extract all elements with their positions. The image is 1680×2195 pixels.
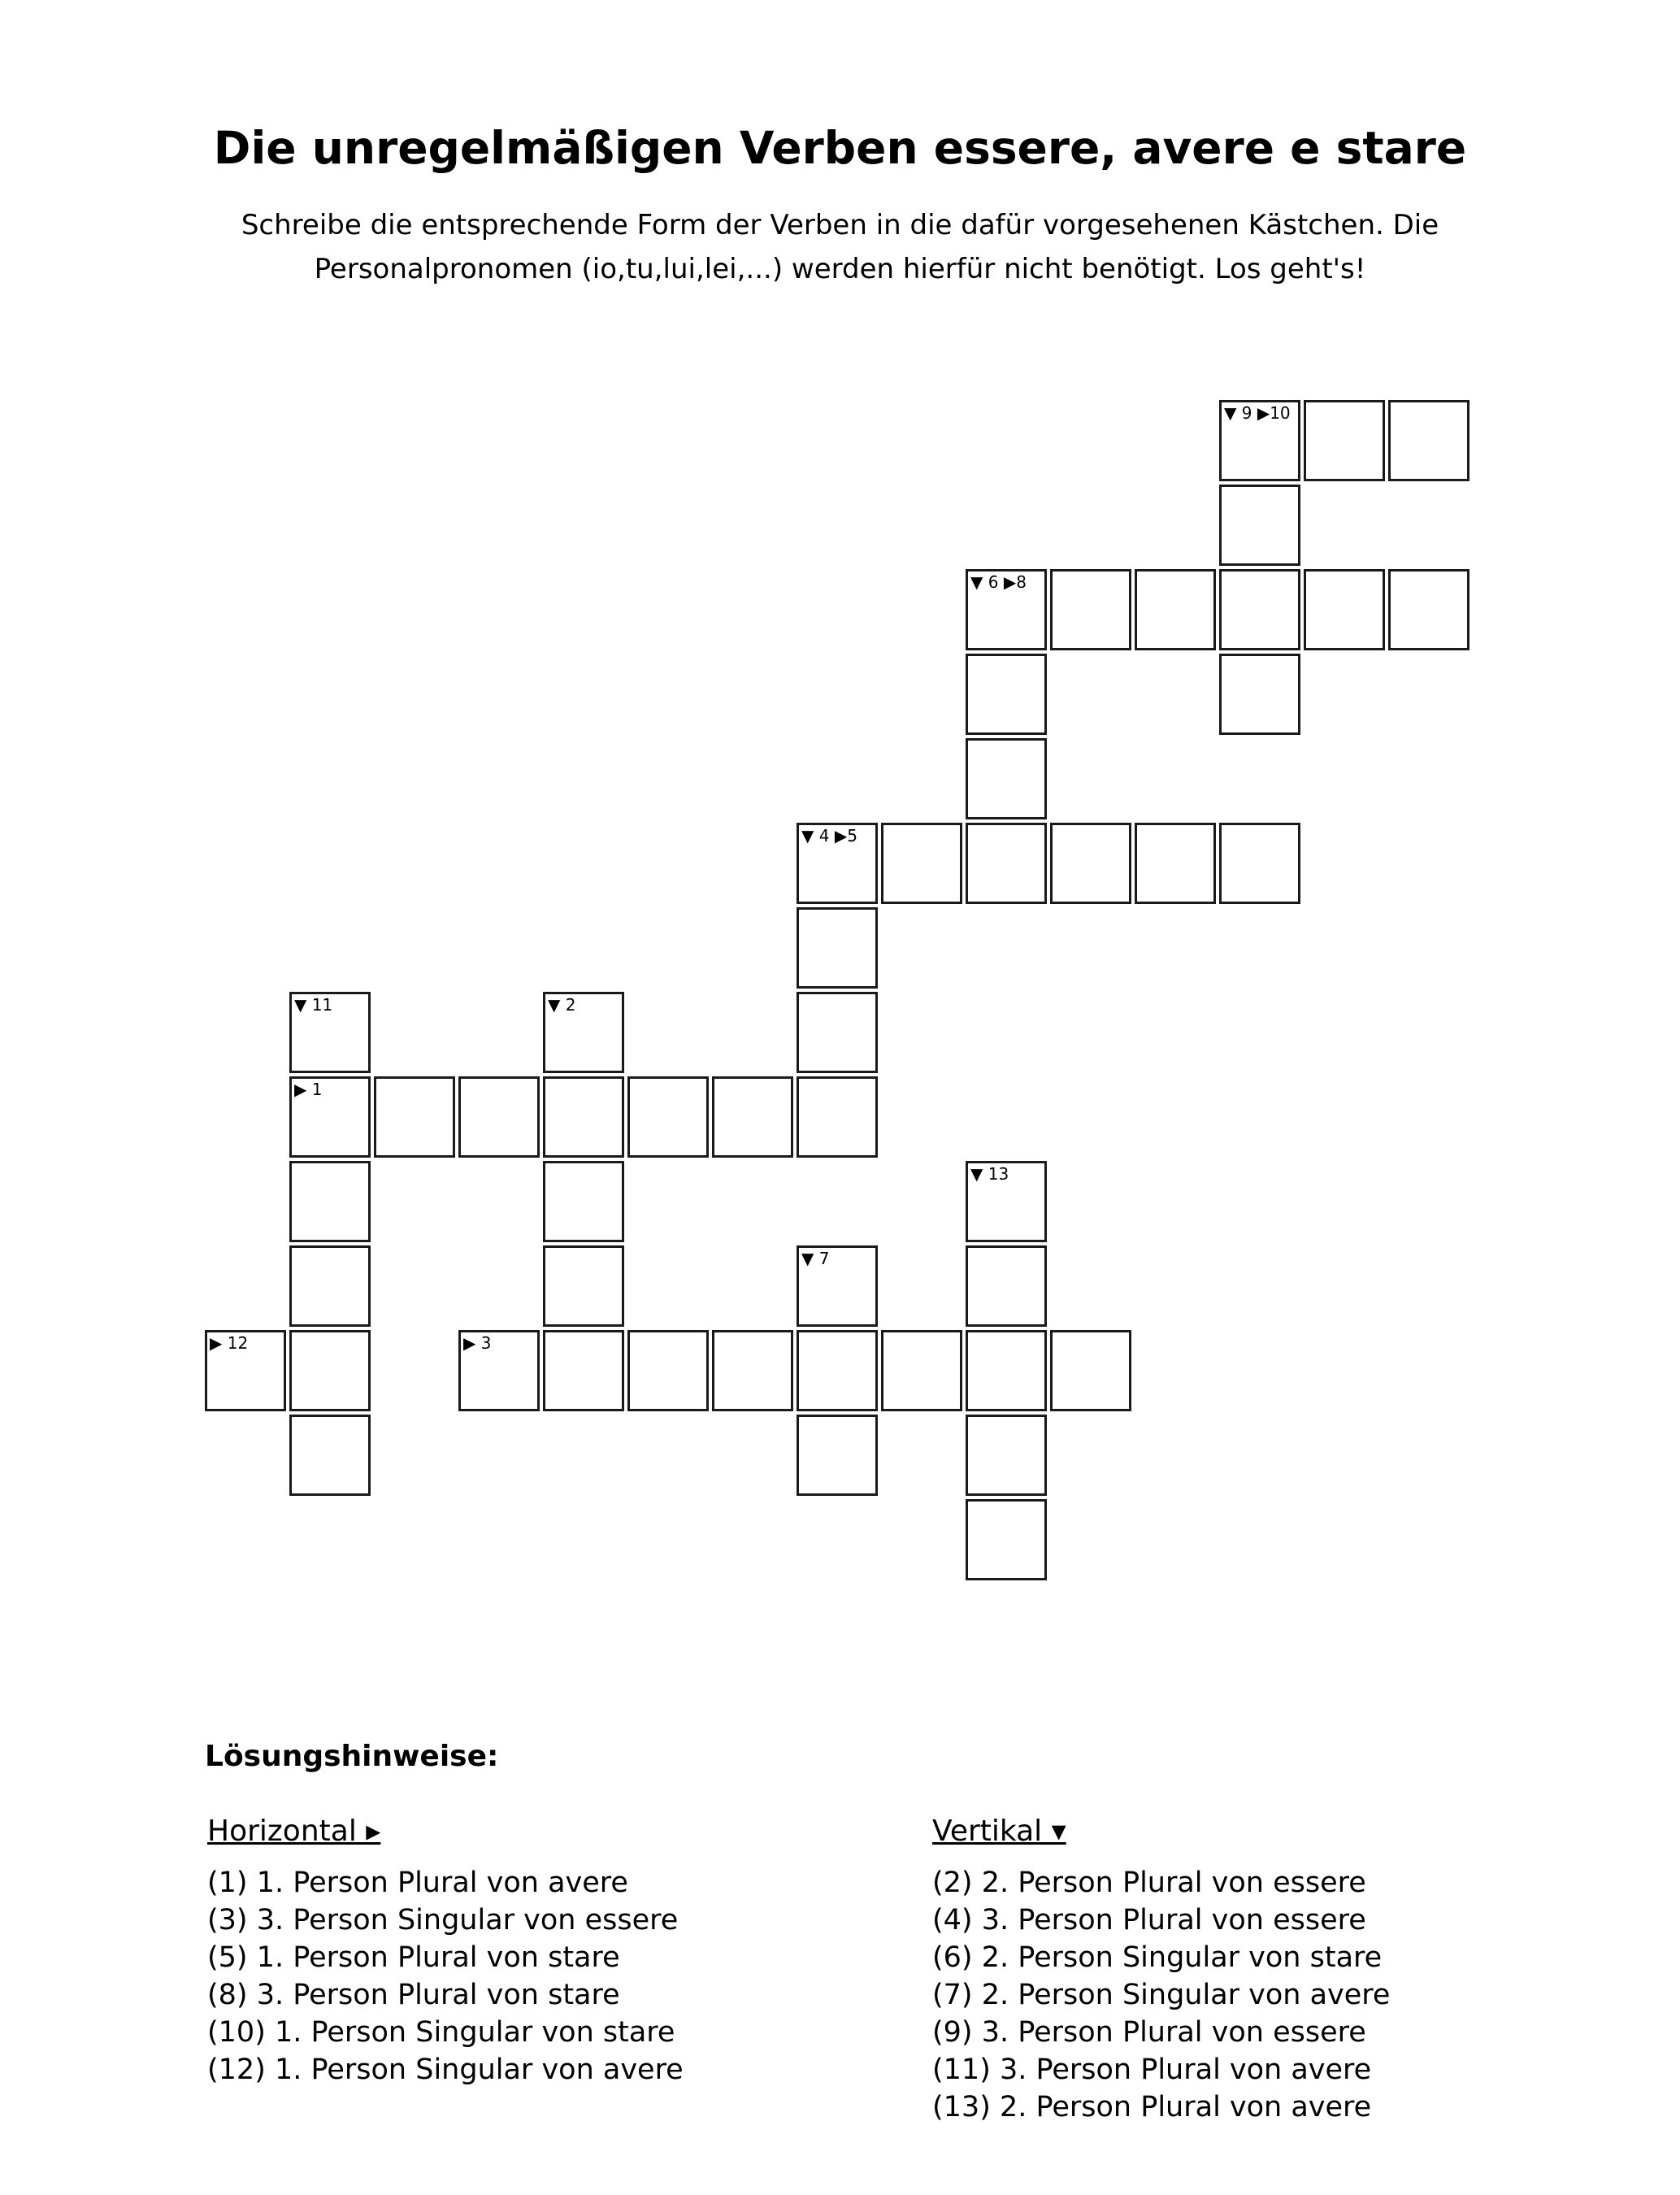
crossword-cell[interactable] [1304, 569, 1385, 650]
crossword-cell[interactable] [966, 1330, 1047, 1411]
clue-number-label: ▼ 13 [970, 1164, 1009, 1184]
crossword-cell[interactable] [881, 1330, 962, 1411]
crossword-cell[interactable] [966, 1161, 1047, 1242]
vertical-clue: (6) 2. Person Singular von stare [932, 1941, 1383, 1974]
vertical-clue: (11) 3. Person Plural von avere [932, 2054, 1372, 2086]
clue-number-label: ▼ 4 ▶5 [801, 826, 857, 845]
clue-number-label: ▶ 1 [294, 1080, 323, 1099]
vertical-heading: Vertikal ▾ [932, 1815, 1066, 1848]
crossword-cell[interactable] [966, 569, 1047, 650]
clue-number-label: ▼ 7 [801, 1249, 830, 1268]
clue-number-label: ▼ 2 [548, 995, 576, 1015]
crossword-cell[interactable] [966, 823, 1047, 904]
horizontal-clue: (12) 1. Person Singular von avere [207, 2054, 684, 2086]
page-title: Die unregelmäßigen Verben essere, avere e stare [213, 122, 1467, 174]
horizontal-clue: (3) 3. Person Singular von essere [207, 1904, 679, 1936]
crossword-cell[interactable] [797, 1076, 878, 1158]
crossword-cell[interactable] [966, 1415, 1047, 1496]
vertical-clue: (9) 3. Person Plural von essere [932, 2016, 1366, 2049]
clue-number-label: ▼ 9 ▶10 [1224, 403, 1291, 423]
vertical-clue: (2) 2. Person Plural von essere [932, 1867, 1366, 1899]
vertical-clue: (7) 2. Person Singular von avere [932, 1979, 1391, 2011]
crossword-cell[interactable] [289, 1076, 371, 1158]
crossword-cell[interactable] [1135, 823, 1216, 904]
crossword-cell[interactable] [1219, 400, 1300, 481]
crossword-cell[interactable] [1050, 569, 1131, 650]
crossword-cell[interactable] [1050, 1330, 1131, 1411]
crossword-cell[interactable] [543, 1245, 624, 1327]
crossword-cell[interactable] [1050, 823, 1131, 904]
crossword-cell[interactable] [289, 1415, 371, 1496]
crossword-cell[interactable] [289, 1330, 371, 1411]
crossword-cell[interactable] [543, 992, 624, 1073]
crossword-cell[interactable] [458, 1076, 540, 1158]
crossword-cell[interactable] [289, 1245, 371, 1327]
horizontal-clue: (8) 3. Person Plural von stare [207, 1979, 620, 2011]
crossword-cell[interactable] [374, 1076, 455, 1158]
horizontal-clue-list [207, 1864, 684, 2089]
clue-number-label: ▼ 11 [294, 995, 333, 1015]
crossword-cell[interactable] [881, 823, 962, 904]
crossword-cell[interactable] [289, 1161, 371, 1242]
crossword-cell[interactable] [1388, 400, 1469, 481]
crossword-cell[interactable] [1219, 485, 1300, 566]
crossword-cell[interactable] [966, 1499, 1047, 1580]
clue-number-label: ▼ 6 ▶8 [970, 572, 1027, 592]
hints-heading: Lösungshinweise: [205, 1740, 499, 1773]
crossword-cell[interactable] [966, 1245, 1047, 1327]
crossword-cell[interactable] [966, 654, 1047, 735]
crossword-cell[interactable] [205, 1330, 286, 1411]
crossword-cell[interactable] [543, 1330, 624, 1411]
crossword-cell[interactable] [797, 1415, 878, 1496]
crossword-cell[interactable] [289, 992, 371, 1073]
clue-number-label: ▶ 12 [210, 1333, 249, 1353]
crossword-cell[interactable] [712, 1330, 793, 1411]
instructions-text: Schreibe die entsprechende Form der Verben in die dafür vorgesehenen Kästchen. Die Personalpronomen (io,tu,lui,lei,...) werden hierfür nicht benötigt. Los geht's! [241, 209, 1439, 285]
crossword-cell[interactable] [1304, 400, 1385, 481]
horizontal-heading: Horizontal ▸ [207, 1815, 381, 1848]
crossword-cell[interactable] [797, 1245, 878, 1327]
horizontal-clue: (1) 1. Person Plural von avere [207, 1867, 628, 1899]
horizontal-clue: (10) 1. Person Singular von stare [207, 2016, 675, 2049]
crossword-cell[interactable] [1219, 823, 1300, 904]
crossword-cell[interactable] [1219, 654, 1300, 735]
crossword-cell[interactable] [627, 1330, 709, 1411]
clue-number-label: ▶ 3 [463, 1333, 492, 1353]
crossword-cell[interactable] [797, 992, 878, 1073]
vertical-clue: (13) 2. Person Plural von avere [932, 2091, 1372, 2123]
crossword-cell[interactable] [543, 1076, 624, 1158]
crossword-cell[interactable] [966, 738, 1047, 819]
crossword-cell[interactable] [1135, 569, 1216, 650]
crossword-cell[interactable] [1219, 569, 1300, 650]
crossword-cell[interactable] [543, 1161, 624, 1242]
vertical-clue-list [932, 1864, 1390, 2126]
crossword-cell[interactable] [712, 1076, 793, 1158]
crossword-cell[interactable] [458, 1330, 540, 1411]
crossword-cell[interactable] [627, 1076, 709, 1158]
horizontal-clue: (5) 1. Person Plural von stare [207, 1941, 620, 1974]
crossword-cell[interactable] [1388, 569, 1469, 650]
vertical-clue: (4) 3. Person Plural von essere [932, 1904, 1366, 1936]
crossword-cell[interactable] [797, 823, 878, 904]
crossword-cell[interactable] [797, 1330, 878, 1411]
crossword-cell[interactable] [797, 907, 878, 989]
